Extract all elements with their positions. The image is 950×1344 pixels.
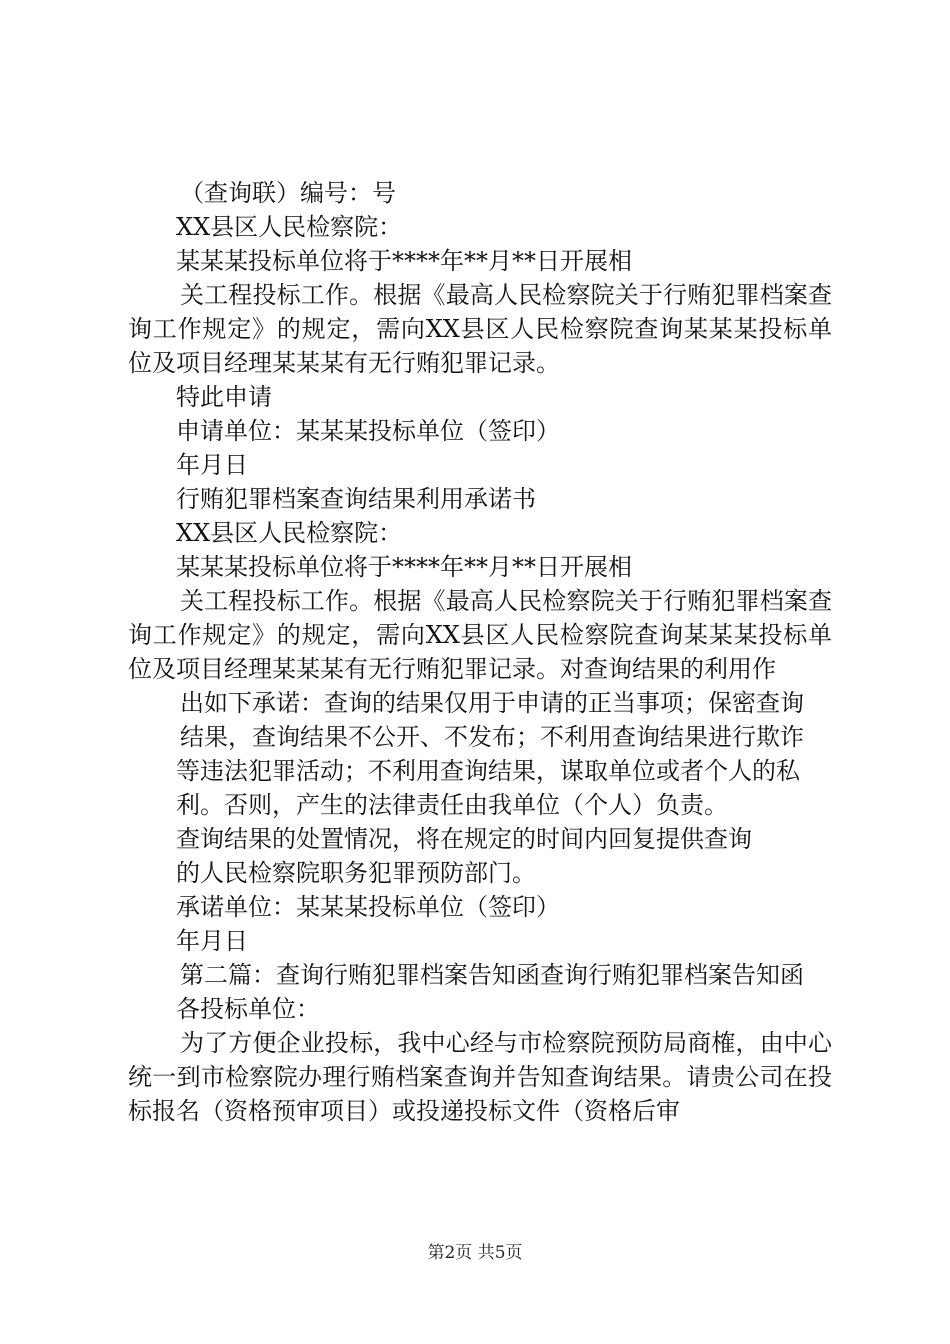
paragraph: 年月日 [176, 451, 248, 479]
paragraph: 年月日 [176, 927, 248, 955]
paragraph: 结果，查询结果不公开、不发布；不利用查询结果进行欺诈 [180, 723, 804, 751]
document-body [128, 176, 832, 1128]
paragraph: 第二篇：查询行贿犯罪档案告知函查询行贿犯罪档案告知函 [180, 961, 804, 989]
paragraph: 查询结果的处置情况，将在规定的时间内回复提供查询 [176, 825, 752, 853]
paragraph: 为了方便企业投标，我中心经与市检察院预防局商榷，由中心统一到市检察院办理行贿档案查询并告知查询结果。请贵公司在投标报名（资格预审项目）或投递投标文件（资格后审 [128, 1029, 832, 1125]
paragraph: 某某某投标单位将于****年**月**日开展相 [176, 247, 632, 275]
paragraph: （查询联）编号：号 [180, 179, 396, 207]
paragraph: 申请单位：某某某投标单位（签印） [176, 417, 560, 445]
paragraph: 等违法犯罪活动；不利用查询结果，谋取单位或者个人的私 [176, 757, 800, 785]
paragraph: 出如下承诺：查询的结果仅用于申请的正当事项；保密查询 [180, 689, 804, 717]
paragraph: 行贿犯罪档案查询结果利用承诺书 [176, 485, 536, 513]
paragraph: 关工程投标工作。根据《最高人民检察院关于行贿犯罪档案查询工作规定》的规定，需向XX县区人民检察院查询某某某投标单位及项目经理某某某有无行贿犯罪记录。 [128, 281, 832, 377]
paragraph: 某某某投标单位将于****年**月**日开展相 [176, 553, 632, 581]
paragraph: 利。否则，产生的法律责任由我单位（个人）负责。 [176, 791, 728, 819]
paragraph: 关工程投标工作。根据《最高人民检察院关于行贿犯罪档案查询工作规定》的规定，需向XX县区人民检察院查询某某某投标单位及项目经理某某某有无行贿犯罪记录。对查询结果的利用作 [128, 587, 832, 683]
paragraph: 的人民检察院职务犯罪预防部门。 [176, 859, 536, 887]
paragraph: 各投标单位： [176, 995, 320, 1023]
paragraph: 特此申请 [176, 383, 272, 411]
paragraph: XX县区人民检察院： [176, 213, 403, 241]
paragraph: XX县区人民检察院： [176, 519, 403, 547]
page-footer: 第2页 共5页 [427, 1243, 523, 1263]
paragraph: 承诺单位：某某某投标单位（签印） [176, 893, 560, 921]
